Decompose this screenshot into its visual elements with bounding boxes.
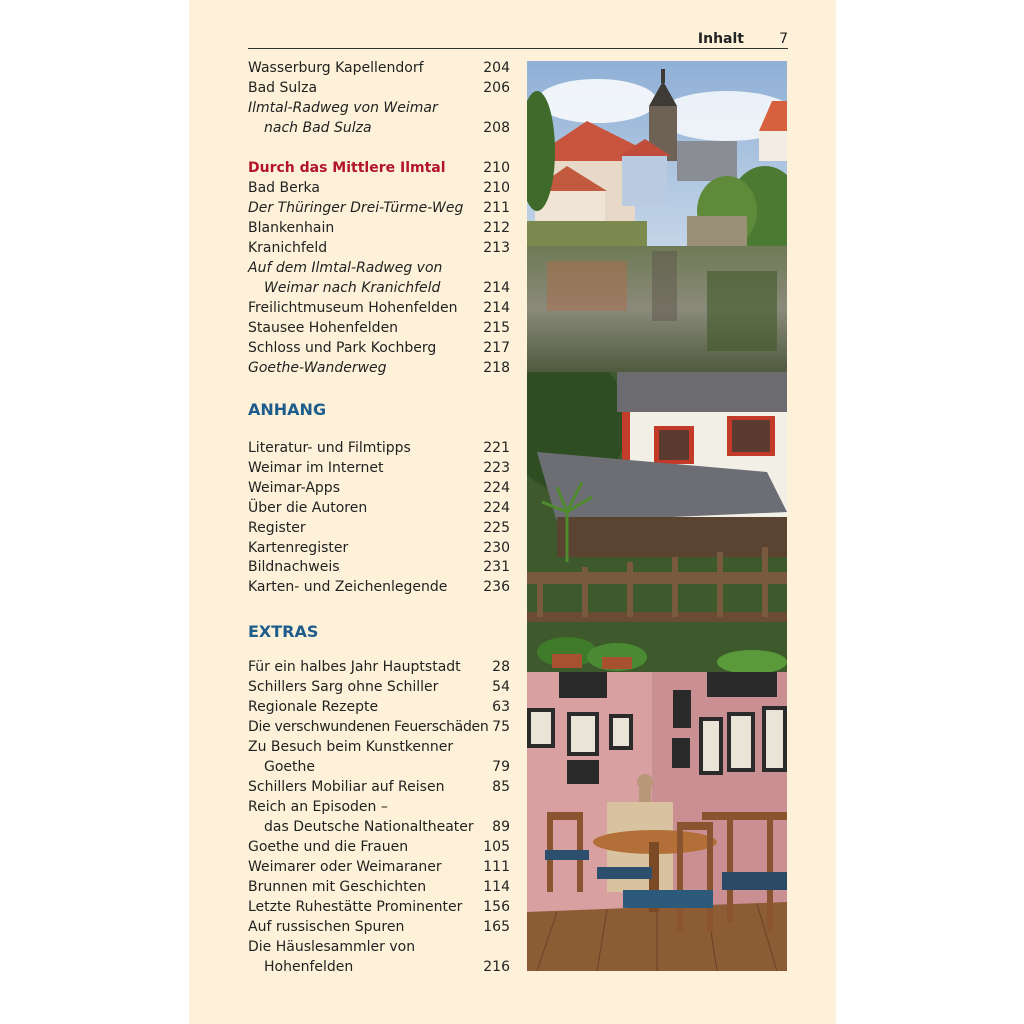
toc-entry: [248, 877, 510, 897]
toc-entry: [248, 957, 510, 977]
toc-section-heading: [248, 158, 510, 178]
toc-entry: [248, 897, 510, 917]
toc-entry-page: 214: [483, 280, 510, 296]
toc-entry-title: Bad Sulza: [248, 80, 318, 96]
toc-entry-title: Kartenregister: [248, 540, 349, 556]
toc-entry: [248, 757, 510, 777]
toc-entry-page: 105: [483, 839, 510, 855]
toc-entry-page: 210: [483, 160, 510, 176]
toc-entry: [248, 218, 510, 238]
toc-entry-title: Zu Besuch beim Kunstkenner: [248, 739, 454, 755]
book-page: [189, 0, 836, 1024]
toc-entry: [248, 717, 510, 737]
toc-entry-page: 28: [492, 659, 510, 675]
header-section-title: Inhalt: [697, 31, 744, 47]
photo-town-river: [527, 61, 787, 372]
toc-entry: [248, 857, 510, 877]
toc-entry-title: Goethe: [264, 759, 316, 775]
toc-entry-title: Register: [248, 520, 306, 536]
running-header: [248, 30, 788, 49]
toc-entry: [248, 817, 510, 837]
toc-entry-page: 210: [483, 180, 510, 196]
toc-entry-title: Brunnen mit Geschichten: [248, 879, 427, 895]
toc-entry-title: Für ein halbes Jahr Hauptstadt: [248, 659, 461, 675]
photo-pink-salon: [527, 672, 787, 971]
toc-entry: [248, 737, 510, 757]
toc-entry-page: 213: [483, 240, 510, 256]
toc-entry: [248, 258, 510, 278]
toc-entry: [248, 697, 510, 717]
toc-entry-title: Hohenfelden: [264, 959, 354, 975]
toc-entry-page: 224: [483, 480, 510, 496]
toc-entry-title: Schillers Mobiliar auf Reisen: [248, 779, 445, 795]
toc-entry-title: Blankenhain: [248, 220, 335, 236]
toc-entry-page: 231: [483, 559, 510, 575]
toc-entry: [248, 58, 510, 78]
toc-entry: [248, 118, 510, 138]
photo-covered-bridge: [527, 372, 787, 672]
toc-entry-title: Der Thüringer Drei-Türme-Weg: [248, 200, 464, 216]
toc-entry: [248, 657, 510, 677]
toc-entry: [248, 937, 510, 957]
toc-entry: [248, 677, 510, 697]
toc-entry-title: Freilichtmuseum Hohenfelden: [248, 300, 458, 316]
toc-entry-title: Schillers Sarg ohne Schiller: [248, 679, 439, 695]
header-page-number: 7: [779, 31, 788, 47]
toc-entry-page: 218: [483, 360, 510, 376]
toc-entry: [248, 917, 510, 937]
toc-entry-title: Reich an Episoden –: [248, 799, 388, 815]
toc-entry: [248, 837, 510, 857]
toc-entry: [248, 478, 510, 498]
toc-entry-page: 206: [483, 80, 510, 96]
toc-entry: [248, 338, 510, 358]
toc-entry-page: 224: [483, 500, 510, 516]
toc-entry: [248, 557, 510, 577]
toc-entry-title: Auf dem Ilmtal-Radweg von: [248, 260, 443, 276]
toc-entry-page: 230: [483, 540, 510, 556]
toc-entry: [248, 438, 510, 458]
toc-entry: [248, 498, 510, 518]
toc-entry-title: Weimarer oder Weimaraner: [248, 859, 442, 875]
toc-entry-page: 216: [483, 959, 510, 975]
toc-entry-page: 75: [492, 719, 510, 735]
toc-entry-title: Literatur- und Filmtipps: [248, 440, 411, 456]
toc-entry: [248, 518, 510, 538]
toc-entry: [248, 458, 510, 478]
toc-entry-title: Goethe-Wanderweg: [248, 360, 387, 376]
toc-entry-title: Weimar im Internet: [248, 460, 384, 476]
anhang-heading: ANHANG: [248, 400, 327, 419]
toc-entry-page: 79: [492, 759, 510, 775]
toc-entry-title: Wasserburg Kapellendorf: [248, 60, 424, 76]
toc-entry-title: Die verschwundenen Feuerschäden: [248, 719, 489, 735]
toc-entry-title: Auf russischen Spuren: [248, 919, 405, 935]
toc-entry-title: Stausee Hohenfelden: [248, 320, 399, 336]
toc-section-title: Durch das Mittlere Ilmtal: [248, 160, 446, 176]
toc-entry-page: 156: [483, 899, 510, 915]
toc-entry-page: 89: [492, 819, 510, 835]
toc-entry: [248, 318, 510, 338]
toc-entry-title: Karten- und Zeichenlegende: [248, 579, 448, 595]
toc-entry-title: Regionale Rezepte: [248, 699, 379, 715]
toc-entry-page: 221: [483, 440, 510, 456]
toc-entry: [248, 777, 510, 797]
toc-entry-title: Weimar nach Kranichfeld: [264, 280, 441, 296]
toc-entry-page: 211: [483, 200, 510, 216]
photo-column: [527, 61, 787, 971]
toc-entry: [248, 358, 510, 378]
toc-entry-page: 236: [483, 579, 510, 595]
toc-entry-title: das Deutsche Nationaltheater: [264, 819, 474, 835]
toc-entry-page: 223: [483, 460, 510, 476]
toc-entry-page: 215: [483, 320, 510, 336]
toc-entry-page: 214: [483, 300, 510, 316]
toc-entry-page: 212: [483, 220, 510, 236]
toc-entry-page: 165: [483, 919, 510, 935]
toc-entry: [248, 178, 510, 198]
toc-entry-title: Kranichfeld: [248, 240, 328, 256]
toc-entry-title: Goethe und die Frauen: [248, 839, 409, 855]
toc-entry-page: 63: [492, 699, 510, 715]
toc-entry-page: 217: [483, 340, 510, 356]
toc-entry: [248, 278, 510, 298]
toc-entry: [248, 797, 510, 817]
toc-entry: [248, 98, 510, 118]
toc-entry-page: 208: [483, 120, 510, 136]
extras-heading: EXTRAS: [248, 622, 319, 641]
toc-entry: [248, 298, 510, 318]
toc-entry-page: 225: [483, 520, 510, 536]
toc-entry-page: 111: [483, 859, 510, 875]
toc-entry-title: Schloss und Park Kochberg: [248, 340, 437, 356]
toc-entry: [248, 198, 510, 218]
toc-entry-page: 85: [492, 779, 510, 795]
toc-entry-title: Letzte Ruhestätte Prominenter: [248, 899, 463, 915]
toc-entry-title: Ilmtal-Radweg von Weimar: [248, 100, 438, 116]
toc-entry-page: 114: [483, 879, 510, 895]
toc-entry: [248, 78, 510, 98]
toc-entry: [248, 577, 510, 597]
toc-entry-title: Über die Autoren: [248, 500, 368, 516]
toc-entry-page: 204: [483, 60, 510, 76]
toc-entry-title: Weimar-Apps: [248, 480, 340, 496]
toc-entry: [248, 538, 510, 558]
toc-entry-page: 54: [492, 679, 510, 695]
toc-entry-title: Bildnachweis: [248, 559, 340, 575]
toc-entry-title: nach Bad Sulza: [264, 120, 372, 136]
toc-entry-title: Bad Berka: [248, 180, 320, 196]
toc-entry: [248, 238, 510, 258]
toc-entry-title: Die Häuslesammler von: [248, 939, 416, 955]
